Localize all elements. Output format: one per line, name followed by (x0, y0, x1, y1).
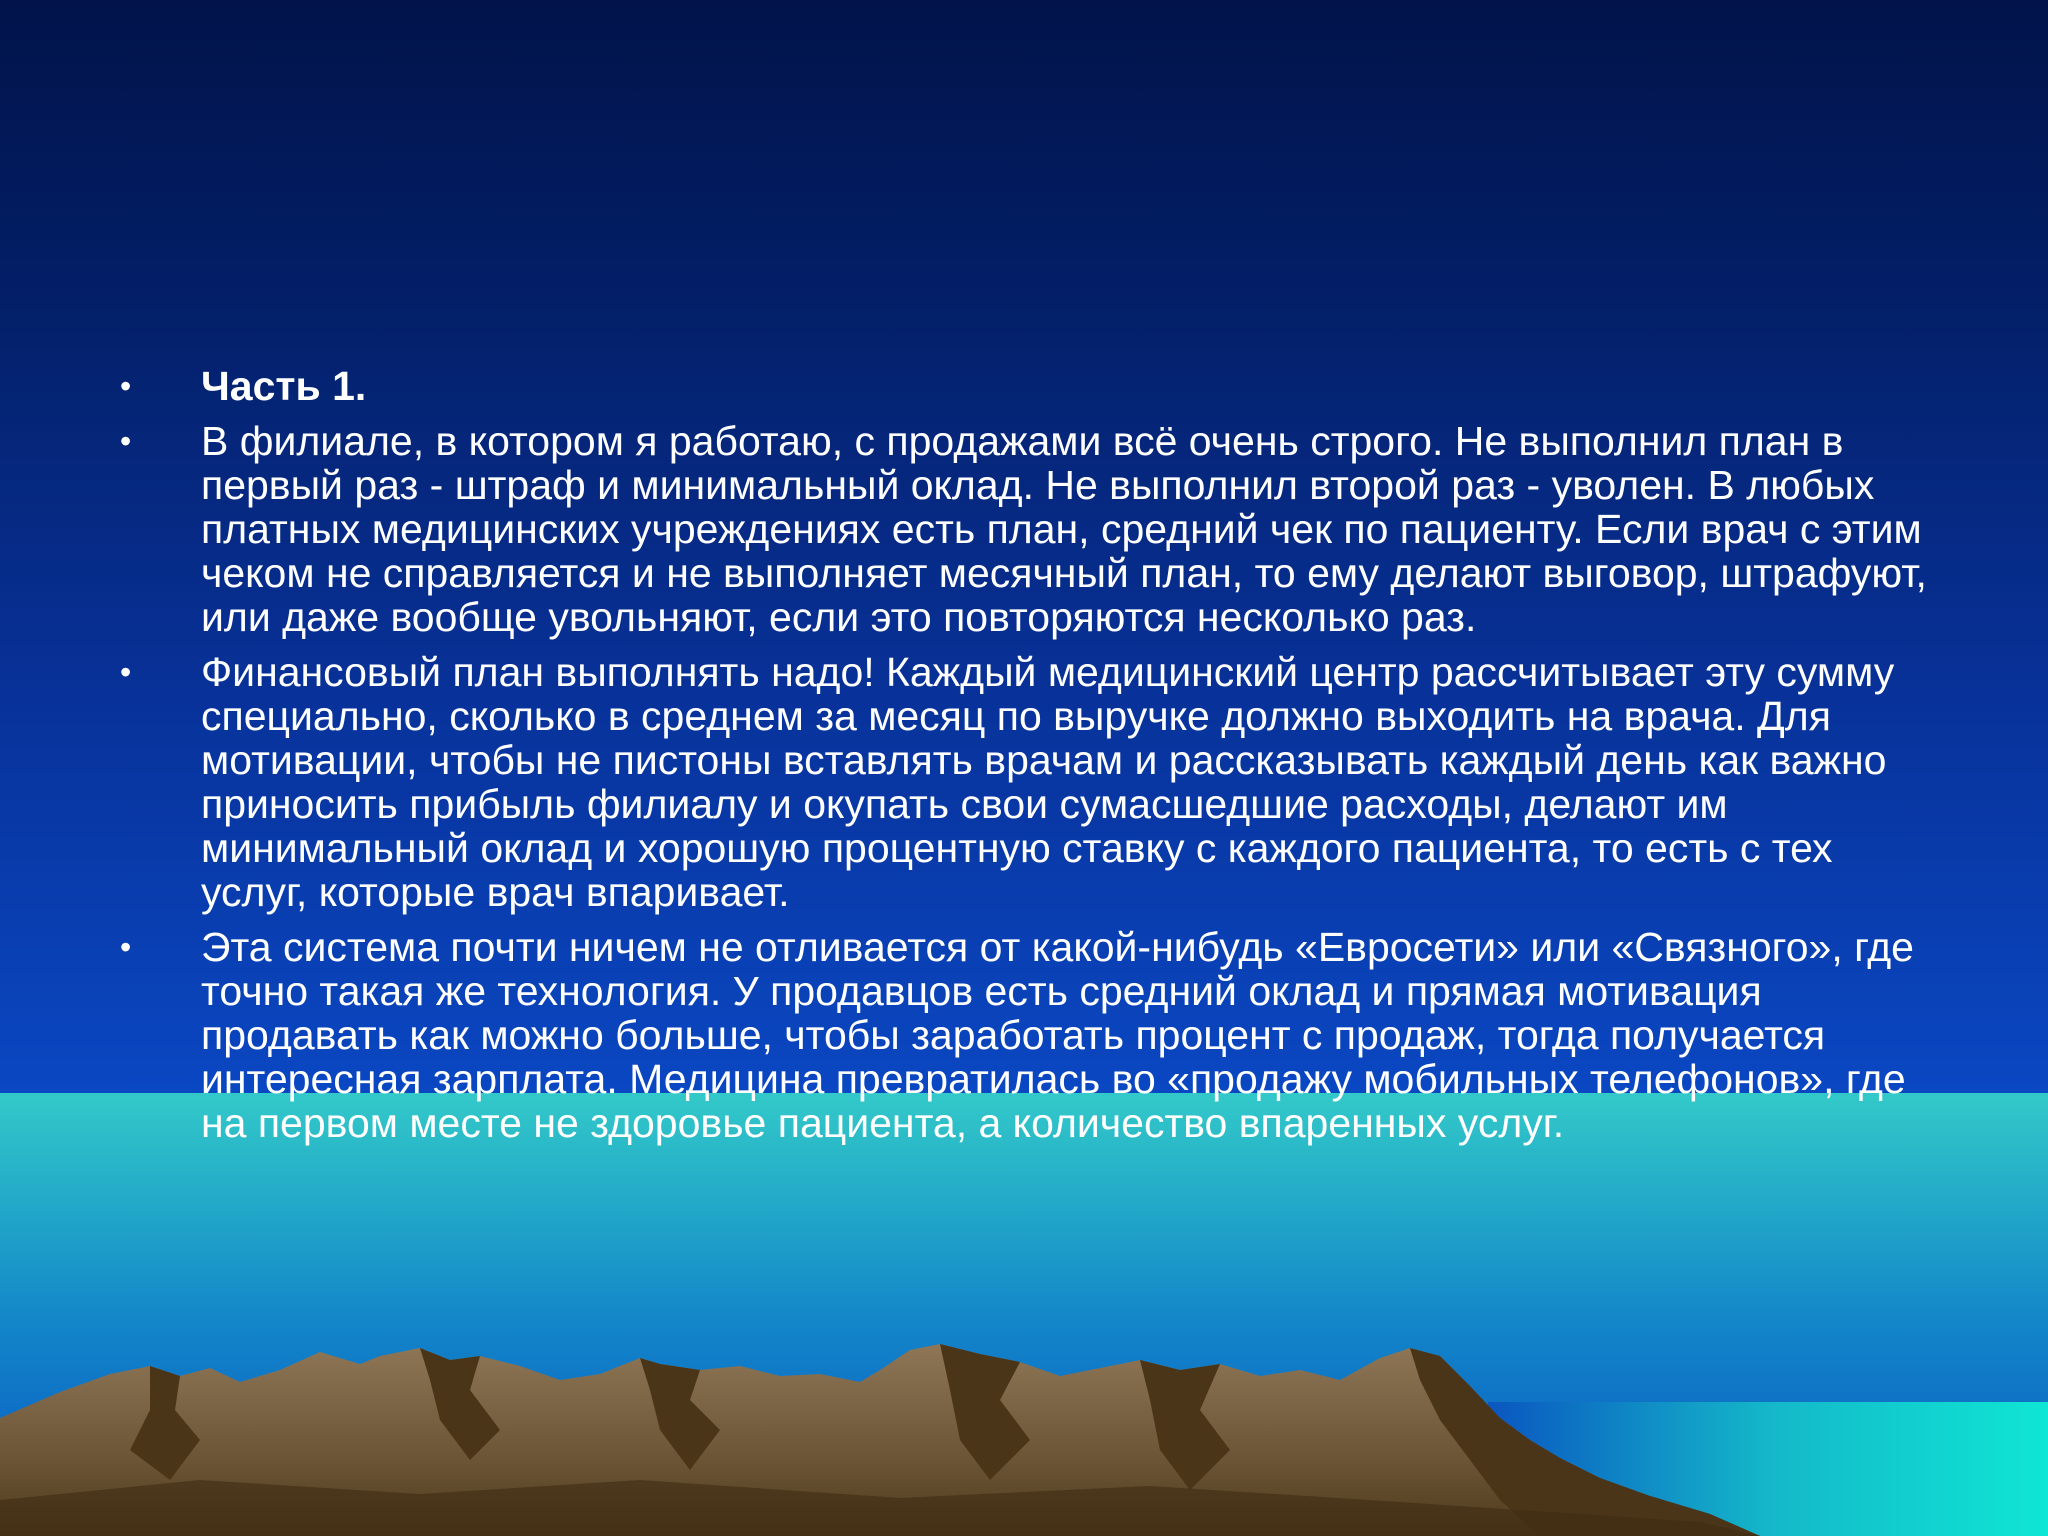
bullet-list (120, 364, 1940, 1145)
bullet-item-part-heading (120, 364, 1940, 408)
mountain-range-illustration (0, 1330, 2048, 1536)
paragraph-text: Эта система почти ничем не отливается от какой-нибудь «Евросети» или «Связного», где точно такая же технология. У продавцов есть средний оклад и прямая мотивация продавать как можно больше, чтобы заработать процент с продаж, тогда получается интересная зарплата. Медицина превратилась во «продажу мобильных телефонов», где на первом месте не здоровье пациента, а количество впаренных услуг. (201, 924, 1914, 1146)
paragraph-text: Финансовый план выполнять надо! Каждый медицинский центр рассчитывает эту сумму специально, сколько в среднем за месяц по выручке должно выходить на врача. Для мотивации, чтобы не пистоны вставлять врачам и рассказывать каждый день как важно приносить прибыль филиалу и окупать свои сумасшедшие расходы, делают им минимальный оклад и хорошую процентную ставку с каждого пациента, то есть с тех услуг, которые врач впаривает. (201, 649, 1895, 915)
bullet-item-system-comparison (120, 925, 1940, 1145)
bullet-dot-icon: • (120, 423, 132, 459)
bullet-dot-icon: • (120, 929, 132, 965)
part-heading-text: Часть 1. (201, 363, 367, 409)
bullet-item-financial-plan (120, 650, 1940, 914)
bullet-item-branch-sales (120, 419, 1940, 639)
slide-content (120, 364, 1940, 1156)
paragraph-text: В филиале, в котором я работаю, с продажами всё очень строго. Не выполнил план в первый раз - штраф и минимальный оклад. Не выполнил второй раз - уволен. В любых платных медицинских учреждениях есть план, средний чек по пациенту. Если врач с этим чеком не справляется и не выполняет месячный план, то ему делают выговор, штрафуют, или даже вообще увольняют, если это повторяются несколько раз. (201, 418, 1927, 640)
bullet-dot-icon: • (120, 654, 132, 690)
bullet-dot-icon: • (120, 368, 132, 404)
